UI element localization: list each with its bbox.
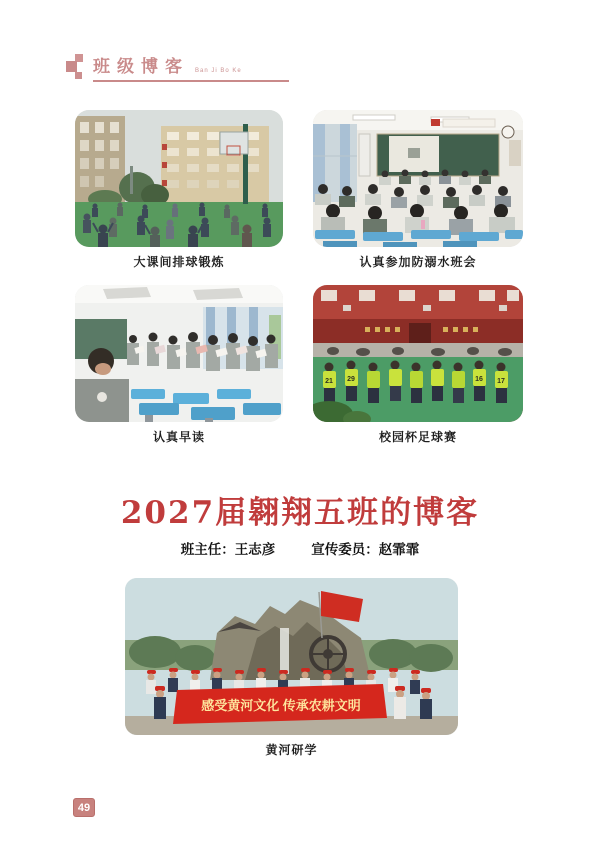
vest-number: 21: [325, 378, 333, 385]
ceiling-light: [353, 115, 395, 120]
blackboard: [377, 134, 499, 176]
side-poster: [509, 140, 521, 166]
playground-volleyball-illustration: [75, 110, 283, 247]
photo-football: [313, 285, 523, 422]
head-teacher-label: 班主任：王志彦: [180, 542, 276, 557]
photo-caption: 认真早读: [152, 430, 205, 444]
waterfall: [280, 628, 289, 674]
photo-caption: 黄河研学: [265, 743, 318, 757]
vest-number: 17: [497, 378, 505, 385]
masthead: [66, 52, 289, 82]
red-banner: [173, 684, 387, 724]
wall-banner: [443, 119, 495, 127]
yellow-river-trip-illustration: [125, 578, 458, 735]
photo-card-football: [313, 285, 523, 445]
right-building: [161, 126, 269, 206]
photo-reading: [75, 285, 283, 422]
photo-caption: 大课间排球锻炼: [133, 255, 225, 269]
masthead-title: 班级博客: [93, 57, 189, 76]
photo-caption: 校园杯足球赛: [378, 430, 457, 444]
pavement: [313, 343, 523, 359]
masthead-brand: [93, 52, 289, 82]
page-title: 2027届翱翔五班的博客: [120, 495, 480, 531]
clock-icon: [502, 126, 514, 138]
masthead-pinyin: Ban Ji Bo Ke: [195, 68, 242, 74]
players-line: [323, 361, 508, 404]
photo-card-yellow-river: [125, 578, 458, 758]
photo-card-reading: [75, 285, 283, 445]
flag-icon: [431, 119, 440, 126]
water-bottle: [421, 220, 425, 229]
banner-text: 感受黄河文化 传承农耕文明: [201, 698, 361, 713]
logo-squares-icon: [66, 54, 84, 80]
doorway: [409, 323, 431, 343]
football-match-illustration: [313, 285, 523, 422]
publicity-member-label: 宣传委员：赵霏霏: [311, 542, 420, 557]
air-conditioner: [359, 134, 370, 176]
photo-meeting: [313, 110, 523, 247]
photo-caption: 认真参加防溺水班会: [359, 255, 477, 269]
staff-line: [0, 538, 600, 558]
morning-reading-illustration: [75, 285, 283, 422]
page-number-badge: 49: [73, 798, 95, 817]
photo-yellow-river: [125, 578, 458, 735]
masthead-rule: [93, 80, 289, 82]
photo-card-meeting: [313, 110, 523, 270]
vest-number: 16: [475, 376, 483, 383]
photo-card-volleyball: [75, 110, 283, 270]
vest-number: 29: [347, 376, 355, 383]
photo-volleyball: [75, 110, 283, 247]
classroom-meeting-illustration: [313, 110, 523, 247]
